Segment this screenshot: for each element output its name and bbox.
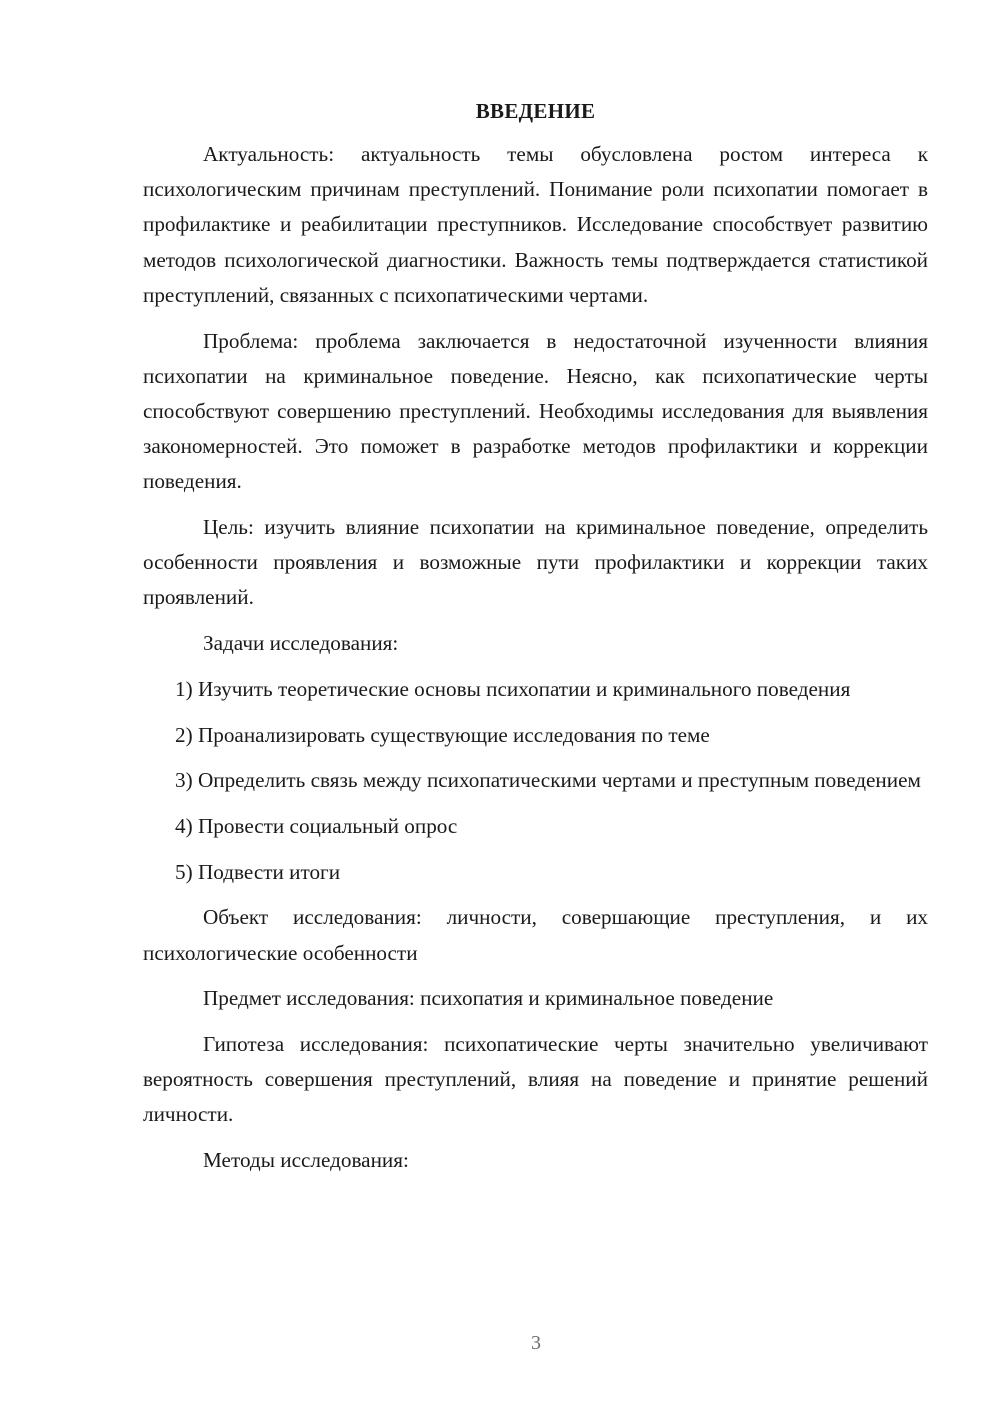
task-item-3: 3) Определить связь между психопатическими чертами и преступным поведением <box>175 768 921 793</box>
task-item-1: 1) Изучить теоретические основы психопатии и криминального поведения <box>175 676 851 701</box>
paragraph-relevance: Актуальность: актуальность темы обусловлена ростом интереса к психологическим причинам преступлений. Понимание роли психопатии помогает в профилактике и реабилитации преступников. Исследование способствует развитию методов психологической диагностики. Важность темы подтверждается статистикой преступлений, связанных с психопатическими чертами. <box>143 142 928 307</box>
document-page <box>143 95 928 1189</box>
paragraph-hypothesis: Гипотеза исследования: психопатические черты значительно увеличивают вероятность совершения преступлений, влияя на поведение и принятие решений личности. <box>143 1031 928 1127</box>
task-item-2: 2) Проанализировать существующие исследования по теме <box>175 722 710 747</box>
paragraph-goal: Цель: изучить влияние психопатии на криминальное поведение, определить особенности проявления и возможные пути профилактики и коррекции таких проявлений. <box>143 515 928 610</box>
task-item-5: 5) Подвести итоги <box>175 859 341 884</box>
paragraph-methods: Методы исследования: <box>203 1148 409 1173</box>
paragraph-problem: Проблема: проблема заключается в недостаточной изученности влияния психопатии на криминальное поведение. Неясно, как психопатические черты способствуют совершению преступлений. Необходимы исследования для выявления закономерностей. Это поможет в разработке методов профилактики и коррекции поведения. <box>143 328 928 494</box>
paragraph-object: Объект исследования: личности, совершающие преступления, и их психологические особенности <box>143 905 928 965</box>
paragraph-subject: Предмет исследования: психопатия и криминальное поведение <box>203 986 774 1011</box>
paragraph-tasks-heading: Задачи исследования: <box>203 631 399 656</box>
page-number: 3 <box>531 1332 541 1354</box>
task-item-4: 4) Провести социальный опрос <box>175 813 458 838</box>
section-title: ВВЕДЕНИЕ <box>475 99 596 123</box>
